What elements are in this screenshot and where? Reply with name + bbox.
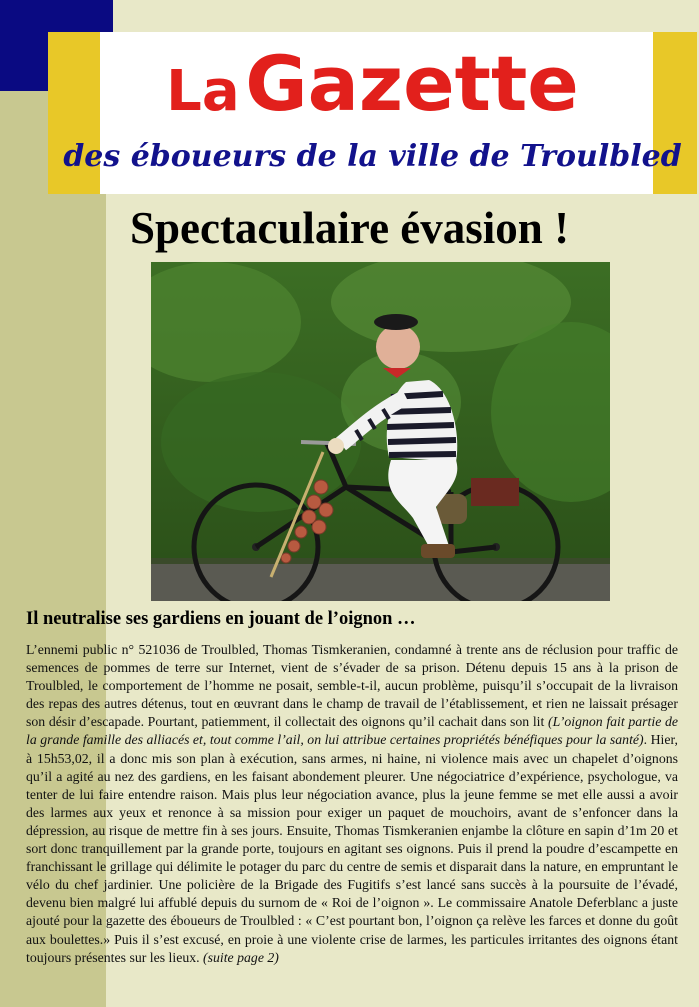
- masthead: [48, 32, 697, 194]
- masthead-title-gazette: Gazette: [245, 39, 579, 128]
- article-body: [26, 641, 678, 967]
- article-paragraph-1: L’ennemi public n° 521036 de Troulbled, Thomas Tismkeranien, condamné à trente ans de réclusion pour traffic de semences de pommes de terre sur Internet, vient de s’évader de sa prison. Détenu depuis 15 ans à la prison de Troulbled, le comportement de l’homme ne posait, semble-t-il, aucun problème, puisqu’il s’occupait de la livraison des repas des autres détenus, tout en œuvrant dans le champ de travail de l’établissement, et rien ne laissait présager son désir d’escapade. Pourtant, patiemment, il collectait des oignons qu’il cachait dans son lit: [26, 642, 678, 730]
- masthead-subtitle: des éboueurs de la ville de Troulbled: [63, 139, 682, 174]
- article-paragraph-2: . Hier, à 15h53,02, il a donc mis son plan à exécution, sans armes, ni haine, ni violence mais avec un chapelet d’oignons qu’il a agité au nez des gardiens, en les faisant abondement pleurer. Une négociatrice d’expérience, psychologue, va tenter de lui faire entendre raison. Mais plus leur négociation avance, plus la jeune femme se met elle aussi a avoir des larmes aux yeux et renonce à sa mission pour exiger un paquet de mouchoirs, avant de s’enfoncer dans la dépression, au risque de mettre fin à ses jours. Ensuite, Thomas Tismkeranien enjambe la clôture en sapin d’1m 20 et sort donc tranquillement par la grande porte, toujours en agitant ses oignons. Puis il prend la poudre d’escampette en franchissant le grillage qui délimite le potager du parc du centre de semis et disparait dans la nature, en empruntant le vélo du chef jardinier. Une policière de la Brigade des Fugitifs s’est lancé sans succès à la poursuite de l’évadé, devenu bien malgré lui affublé depuis du surnom de « Roi de l’oignon ». Le commissaire Anatole Deferblanc a juste ajouté pour la gazette des éboueurs de Troulbled : « C’est pourtant bon, l’oignon ça relève les farces et donne du goût aux boulettes.» Puis il s’est excusé, en proie à une violente crise de larmes, les particules irritantes des oignons étant toujours présentes sur les lieux.: [26, 732, 678, 965]
- headline: Spectaculaire évasion !: [129, 203, 570, 253]
- article-aside: (L’oignon fait partie de la grande famille des alliacés et, tout comme l’ail, on lui attribue certaines propriétés bénéfiques pour la santé): [26, 714, 679, 748]
- article-photo: [151, 262, 610, 601]
- masthead-title-la: La: [166, 59, 240, 124]
- subheadline: Il neutralise ses gardiens en jouant de l’oignon …: [26, 609, 416, 629]
- article-continued: (suite page 2): [203, 949, 279, 965]
- masthead-title: [48, 39, 697, 128]
- cyclist-photo-illustration: [151, 262, 610, 601]
